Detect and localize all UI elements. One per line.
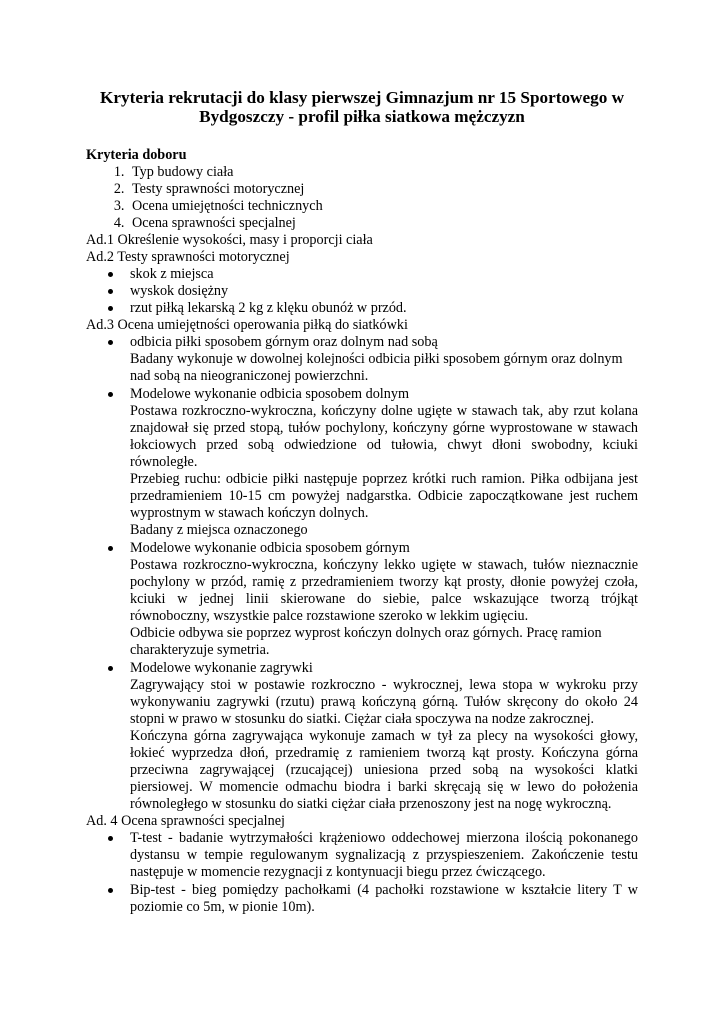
ad3-item-4-p2: Kończyna górna zagrywająca wykonuje zamach w tył za plecy na wysokości głowy, łokieć wyprzedza dłoń, przedramię z ramieniem tworzą kąt prosty. Kończyna górna przeciwna zagrywającej (rzucającej) uniesiona przed sobą na wysokości klatki piersiowej. W momencie odmachu biodra i barki skręcają się w lewo do położenia równoległego w stosunku do siatki ciężar ciała przenoszony jest na nogę wykroczną.: [130, 728, 638, 812]
ad3-item-4-p1: Zagrywający stoi w postawie rozkroczno - wykrocznej, lewa stopa w wykroku przy wykonywaniu zagrywki (rzutu) prawą kończyną górną. Tułów skręcony do około 24 stopni w prawo w stosunku do siatki. Ciężar ciała spoczywa na nodze zakrocznej.: [130, 677, 638, 727]
ad3-item-2: [130, 386, 638, 539]
ad3-item-3-p2: Odbicie odbywa sie poprzez wyprost kończyn dolnych oraz górnych. Pracę ramion charakteryzuje symetria.: [130, 625, 602, 658]
ad3-item-1: [130, 334, 638, 385]
ad2-item: skok z miejsca: [130, 266, 638, 283]
ad3-item-3: [130, 540, 638, 659]
ad3-heading: Ad.3 Ocena umiejętności operowania piłką do siatkówki: [86, 317, 408, 333]
ad2-heading: Ad.2 Testy sprawności motorycznej: [86, 249, 290, 265]
ad2-item: rzut piłką lekarską 2 kg z klęku obunóż w przód.: [130, 300, 638, 317]
ad3-item-2-label: Modelowe wykonanie odbicia sposobem dolnym: [130, 386, 409, 402]
ad2-item: wyskok dosiężny: [130, 283, 638, 300]
criteria-item: 3. Ocena umiejętności technicznych: [128, 198, 638, 215]
ad3-item-4-label: Modelowe wykonanie zagrywki: [130, 660, 313, 676]
criteria-list: [86, 164, 638, 232]
ad3-item-4: [130, 660, 638, 813]
ad4-heading: Ad. 4 Ocena sprawności specjalnej: [86, 813, 285, 829]
criteria-item: 1. Typ budowy ciała: [128, 164, 638, 181]
ad2-list: [86, 266, 638, 317]
criteria-heading: Kryteria doboru: [86, 147, 187, 163]
page-title: Kryteria rekrutacji do klasy pierwszej Gimnazjum nr 15 Sportowego w Bydgoszczy - profil piłka siatkowa mężczyzn: [100, 88, 624, 126]
ad3-item-1-label: odbicia piłki sposobem górnym oraz dolnym nad sobą: [130, 334, 438, 350]
criteria-item: 2. Testy sprawności motorycznej: [128, 181, 638, 198]
ad3-item-3-p1: Postawa rozkroczno-wykroczna, kończyny lekko ugięte w stawach, tułów nieznacznie pochylony w przód, ramię z przedramieniem tworzy kąt prosty, dłonie powyżej czoła, kciuki w jednej linii skierowane do siebie, palce wskazujące tworzą trójkąt równoboczny, wszystkie palce rozstawione szeroko w lekkim ugięciu.: [130, 557, 638, 624]
ad4-item-2-text: Bip-test - bieg pomiędzy pachołkami (4 pachołki rozstawione w kształcie litery T w poziomie co 5m, w pionie 10m).: [130, 882, 638, 915]
criteria-item: 4. Ocena sprawności specjalnej: [128, 215, 638, 232]
ad3-item-2-p2: Przebieg ruchu: odbicie piłki następuje poprzez krótki ruch ramion. Piłka odbijana jest przedramieniem 10-15 cm powyżej nadgarstka. Odbicie zapoczątkowane jest ruchem wyprostnym w stawach kończyn dolnych.: [130, 471, 638, 521]
ad3-item-3-label: Modelowe wykonanie odbicia sposobem górnym: [130, 540, 410, 556]
ad4-item-2: [130, 882, 638, 916]
ad4-item-1: [130, 830, 638, 881]
ad3-item-1-text: Badany wykonuje w dowolnej kolejności odbicia piłki sposobem górnym oraz dolnym nad sobą na nieograniczonej powierzchni.: [130, 351, 623, 384]
ad1-heading: Ad.1 Określenie wysokości, masy i proporcji ciała: [86, 232, 373, 248]
ad4-list: [86, 830, 638, 916]
ad3-item-2-p1: Postawa rozkroczno-wykroczna, kończyny dolne ugięte w stawach tak, aby rzut kolana znajdował się przed stopą, tułów pochylony, kończyny górne wyprostowane w stawach łokciowych przed sobą odwiedzione od tułowia, chwyt dłoni swobodny, kciuki równoległe.: [130, 403, 638, 470]
ad4-item-1-text: T-test - badanie wytrzymałości krążeniowo oddechowej mierzona ilością pokonanego dystansu w tempie regulowanym sygnalizacją z przyspieszeniem. Zakończenie testu następuje w momencie rezygnacji z kontynuacji biegu przez ćwiczącego.: [130, 830, 638, 880]
ad3-list: [86, 334, 638, 813]
document-body: [86, 147, 638, 916]
ad3-item-2-p3: Badany z miejsca oznaczonego: [130, 522, 308, 538]
